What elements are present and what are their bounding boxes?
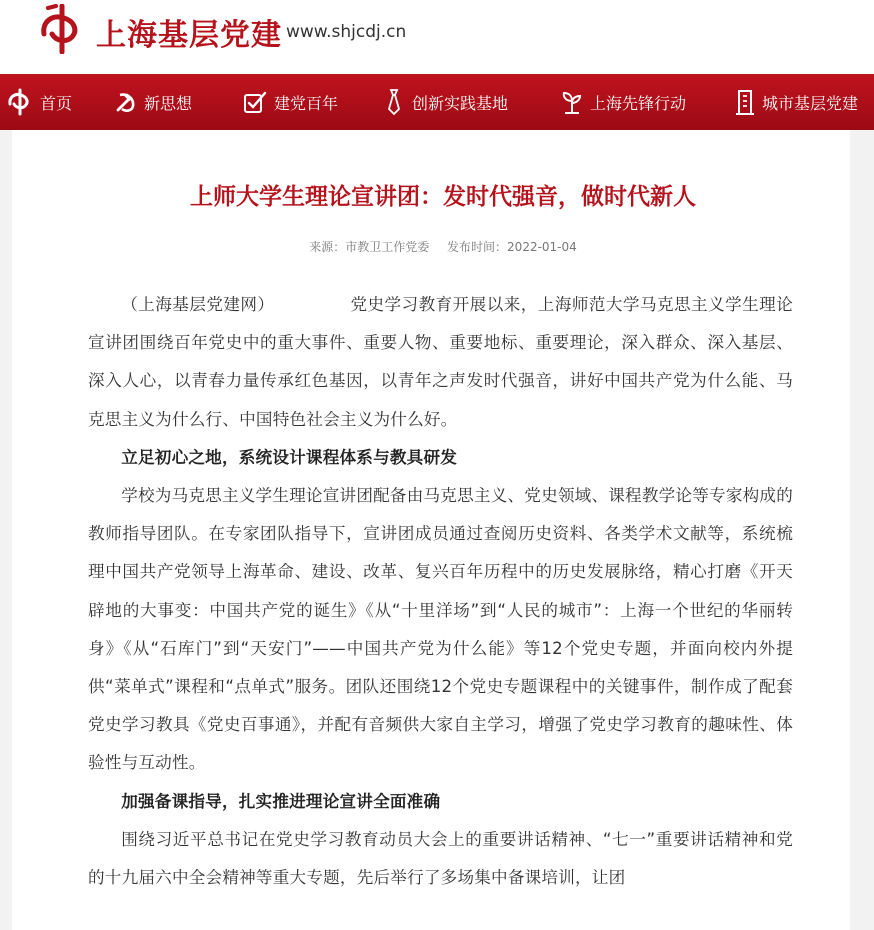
nav-item-urban-grassroots[interactable]: [734, 74, 858, 130]
article-source: 来源：市教卫工作党委: [309, 240, 430, 254]
article-paragraph: 学校为马克思主义学生理论宣讲团配备由马克思主义、党史领域、课程教学论等专家构成的教师指导团队。在专家团队指导下，宣讲团成员通过查阅历史资料、各类学术文献等，系统梳理中国共产党领导上海革命、建设、改革、复兴百年历程中的历史发展脉络，精心打磨《开天辟地的大事变：中国共产党的诞生》《从“十里洋场”到“人民的城市”：上海一个世纪的华丽转身》《从“石库门”到“天安门”——中国共产党为什么能》等12个党史专题，并面向校内外提供“菜单式”课程和“点单式”服务。团队还围绕12个党史专题课程中的关键事件，制作成了配套党史学习教具《党史百事通》，并配有音频供大家自主学习，增强了党史学习教育的趣味性、体验性与互动性。: [88, 486, 793, 773]
nav-item-new-thought[interactable]: [114, 74, 192, 130]
nav-item-label: 上海先锋行动: [590, 93, 687, 113]
nav-item-label: 新思想: [144, 93, 193, 113]
section-heading: 加强备课指导，扎实推进理论宣讲全面准确: [121, 791, 441, 811]
nav-item-home[interactable]: [6, 74, 72, 130]
article-title: 上师大学生理论宣讲团：发时代强音，做时代新人: [190, 184, 696, 210]
building-icon: [734, 88, 756, 116]
nav-item-label: 建党百年: [274, 93, 339, 113]
section-heading: 立足初心之地，系统设计课程体系与教具研发: [121, 447, 458, 467]
tie-icon: [382, 88, 406, 116]
site-name[interactable]: 上海基层党建: [96, 18, 282, 53]
article-body: [88, 286, 793, 897]
nav-item-label: 城市基层党建: [762, 93, 859, 113]
main-nav: [0, 74, 874, 130]
hammer-sickle-icon: [114, 90, 138, 114]
sprout-icon: [560, 89, 584, 115]
site-url[interactable]: www.shjcdj.cn: [286, 22, 407, 42]
source-tag: （上海基层党建网）: [121, 295, 275, 314]
nav-item-label: 首页: [40, 93, 73, 113]
article-meta: [0, 238, 874, 255]
site-header: [0, 0, 874, 74]
party-logo-icon[interactable]: [38, 4, 86, 54]
article-paragraph: （上海基层党建网） 党史学习教育开展以来，上海师范大学马克思主义学生理论宣讲团围绕百年党史中的重大事件、重要人物、重要地标、重要理论，深入群众、深入基层、深入人心，以青春力量传承红色基因，以青年之声发时代强音，讲好中国共产党为什么能、马克思主义为什么行、中国特色社会主义为什么好。: [88, 295, 793, 429]
nav-item-innovation-base[interactable]: [382, 74, 508, 130]
checkmark-book-icon: [242, 89, 268, 115]
article-paragraph: 围绕习近平总书记在党史学习教育动员大会上的重要讲话精神、“七一”重要讲话精神和党的十九届六中全会精神等重大专题，先后举行了多场集中备课培训，让团: [88, 829, 793, 888]
nav-item-label: 创新实践基地: [412, 93, 509, 113]
nav-item-pioneer-action[interactable]: [560, 74, 686, 130]
nav-item-centenary[interactable]: [242, 74, 338, 130]
home-logo-icon: [6, 88, 34, 116]
article-publish-time: 发布时间：2022-01-04: [447, 240, 577, 254]
